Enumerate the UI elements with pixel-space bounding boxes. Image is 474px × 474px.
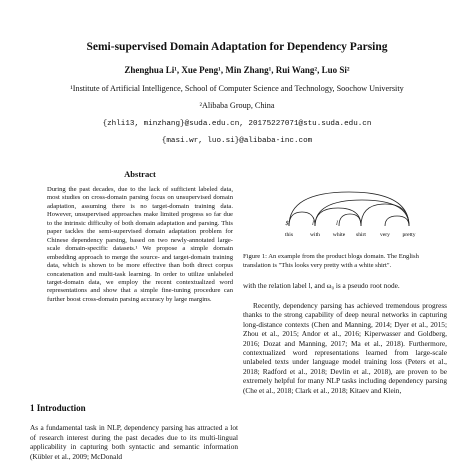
abstract-heading: Abstract <box>124 169 156 179</box>
abstract-body: During the past decades, due to the lack of sufficient labeled data, most studies on cross-domain parsing focus on unsupervised domain adaptation, assuming there is no target-domain training data. However, unsupervised approaches make limited progress so far due to the intrinsic difficulty of both domain adaptation and parsing. This paper tackles the semi-supervised domain adaptation problem for Chinese dependency parsing, based on two newly-annotated large-scale domain-specific datasets.¹ We propose a simple domain embedding approach to merge the source- and target-domain training data, which is shown to be more effective than both direct corpus concatenation and multi-task learning. In order to utilize unlabeled target-domain data, we employ the recent contextualized word representations and show that a simple fine-tuning procedure can further boost cross-domain parsing accuracy by large margins. <box>47 186 233 303</box>
right-column-body: Recently, dependency parsing has achieved tremendous progress thanks to the strong capability of deep neural networks in capturing long-distance contexts (Chen and Manning, 2014; Dyer et al., 2015; Zhou et al., 2015; Andor et al., 2016; Kiperwasser and Goldberg, 2016; Dozat and Manning, 2017; Ma et al., 2018). Furthermore, contextualized word representations learned from large-scale unlabeled texts under language model training loss (Peters et al., 2018; Radford et al., 2018; Devlin et al., 2018), are proven to be extremely helpful for many NLP tasks including dependency parsing (Che et al., 2018; Clark et al., 2018; Kitaev and Klein, <box>243 301 447 395</box>
section-heading-introduction: 1 Introduction <box>30 403 86 413</box>
figure-caption: Figure 1: An example from the product blogs domain. The English translation is "This looks very pretty with a white shirt". <box>243 253 419 269</box>
figure-label: l <box>312 221 314 227</box>
figure-word: pretty <box>402 232 416 238</box>
figure-word: with <box>310 232 320 238</box>
paper-title: Semi-supervised Domain Adaptation for Dependency Parsing <box>86 41 388 53</box>
dependency-tree-figure <box>243 168 443 250</box>
email-line-2: {masi.wr, luo.si}@alibaba-inc.com <box>161 137 313 145</box>
figure-word: very <box>380 232 390 238</box>
figure-word: white <box>332 232 346 238</box>
dependency-arc <box>385 216 409 226</box>
right-column-intro-para: with the relation label l, and ω₀ is a pseudo root node. <box>243 281 400 290</box>
affiliation-2: ²Alibaba Group, China <box>199 101 275 110</box>
dependency-arc <box>315 200 409 226</box>
author-list: Zhenghua Li¹, Xue Peng¹, Min Zhang¹, Rui Wang², Luo Si² <box>124 65 350 75</box>
figure-label: l <box>336 221 338 227</box>
email-line-1: {zhli13, minzhang}@suda.edu.cn, 20175227071@stu.suda.edu.cn <box>102 120 372 128</box>
figure-label: $ <box>285 221 289 227</box>
introduction-body: As a fundamental task in NLP, dependency parsing has attracted a lot of research interest during the past decades due to its multi-lingual applicability in capturing both syntactic and semantic information (Kübler et al., 2009; McDonald <box>30 423 238 461</box>
figure-word: shirt <box>356 232 366 238</box>
dependency-arc <box>315 208 361 226</box>
figure-word: this <box>284 232 294 238</box>
affiliation-1: ¹Institute of Artificial Intelligence, School of Computer Science and Technology, Soochow University <box>70 84 404 93</box>
dependency-arc <box>289 212 315 226</box>
dependency-arc <box>339 214 361 226</box>
